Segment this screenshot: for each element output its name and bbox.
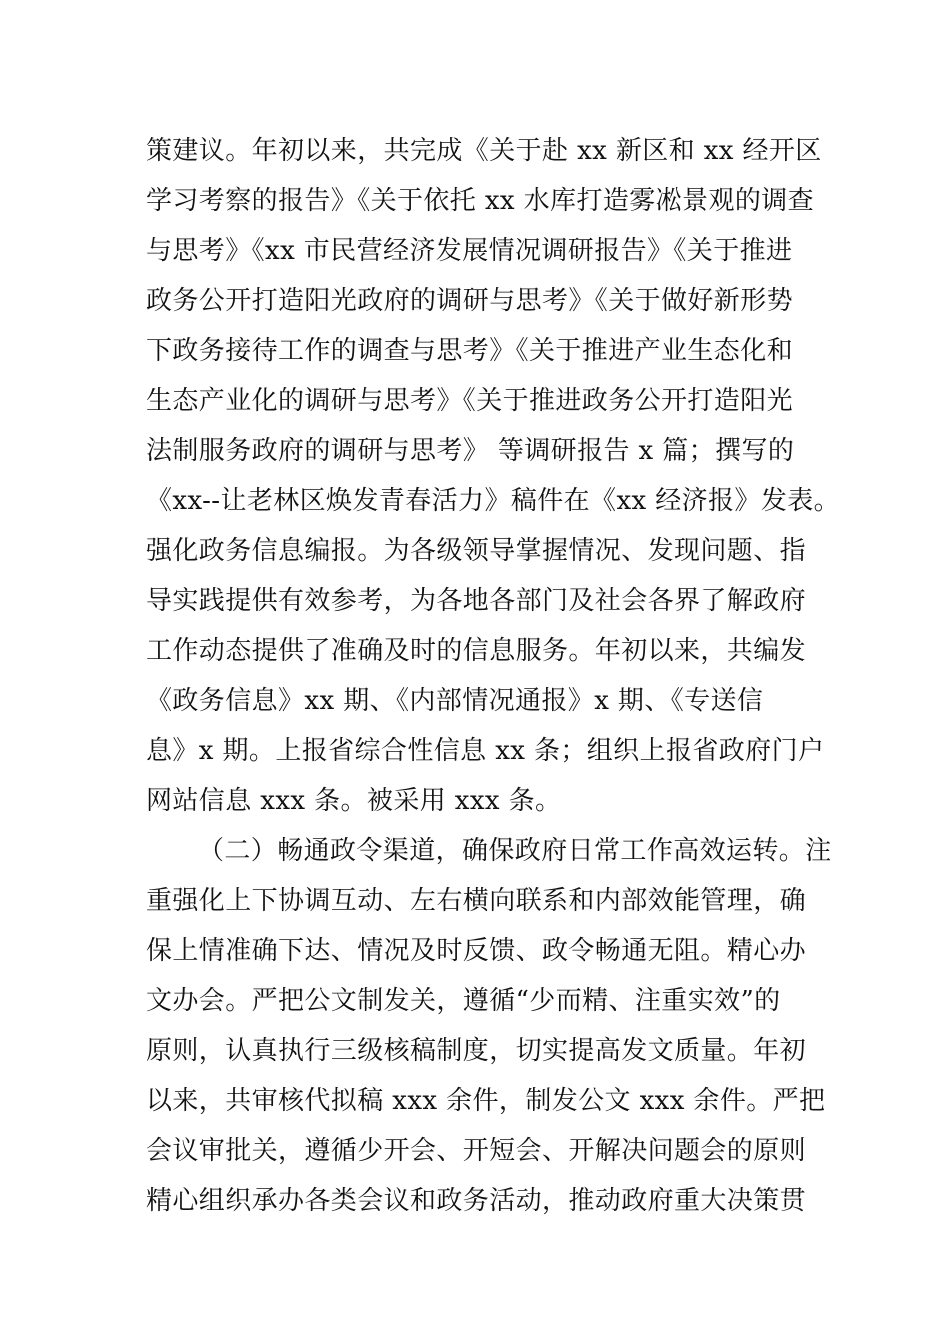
text-line-20: 以来，共审核代拟稿 xxx 余件，制发公文 xxx 余件。严把 bbox=[146, 1086, 826, 1116]
text-line-21: 会议审批关，遵循少开会、开短会、开解决问题会的原则 bbox=[146, 1136, 807, 1166]
text-line-2: 学习考察的报告》《关于依托 xx 水库打造雾凇景观的调查 bbox=[146, 186, 815, 216]
text-line-3: 与思考》《xx 市民营经济发展情况调研报告》《关于推进 bbox=[146, 236, 793, 266]
text-line-19: 原则，认真执行三级核稿制度，切实提高发文质量。年初 bbox=[146, 1036, 807, 1066]
text-line-17: 保上情准确下达、情况及时反馈、政令畅通无阻。精心办 bbox=[146, 936, 807, 966]
text-line-5: 下政务接待工作的调查与思考》《关于推进产业生态化和 bbox=[146, 336, 794, 366]
section-heading-line: （二）畅通政令渠道，确保政府日常工作高效运转。注 bbox=[198, 836, 832, 866]
text-line-22: 精心组织承办各类会议和政务活动，推动政府重大决策贯 bbox=[146, 1186, 807, 1216]
text-line-14: 网站信息 xxx 条。被采用 xxx 条。 bbox=[146, 786, 562, 816]
text-line-11: 工作动态提供了准确及时的信息服务。年初以来，共编发 bbox=[146, 636, 807, 666]
text-line-4: 政务公开打造阳光政府的调研与思考》《关于做好新形势 bbox=[146, 286, 794, 316]
text-line-1: 策建议。年初以来，共完成《关于赴 xx 新区和 xx 经开区 bbox=[146, 136, 822, 166]
text-line-10: 导实践提供有效参考，为各地各部门及社会各界了解政府 bbox=[146, 586, 807, 616]
text-line-9: 强化政务信息编报。为各级领导掌握情况、发现问题、指 bbox=[146, 536, 807, 566]
text-line-6: 生态产业化的调研与思考》《关于推进政务公开打造阳光 bbox=[146, 386, 794, 416]
text-line-18: 文办会。严把公文制发关，遵循“少而精、注重实效”的 bbox=[146, 986, 781, 1016]
text-line-7: 法制服务政府的调研与思考》 等调研报告 x 篇；撰写的 bbox=[146, 436, 795, 466]
text-line-12: 《政务信息》xx 期、《内部情况通报》x 期、《专送信 bbox=[146, 686, 764, 716]
body-text bbox=[146, 126, 846, 1226]
text-line-16: 重强化上下协调互动、左右横向联系和内部效能管理，确 bbox=[146, 886, 807, 916]
text-line-8: 《xx--让老林区焕发青春活力》稿件在《xx 经济报》发表。 bbox=[146, 486, 841, 516]
text-line-13: 息》x 期。上报省综合性信息 xx 条；组织上报省政府门户 bbox=[146, 736, 825, 766]
